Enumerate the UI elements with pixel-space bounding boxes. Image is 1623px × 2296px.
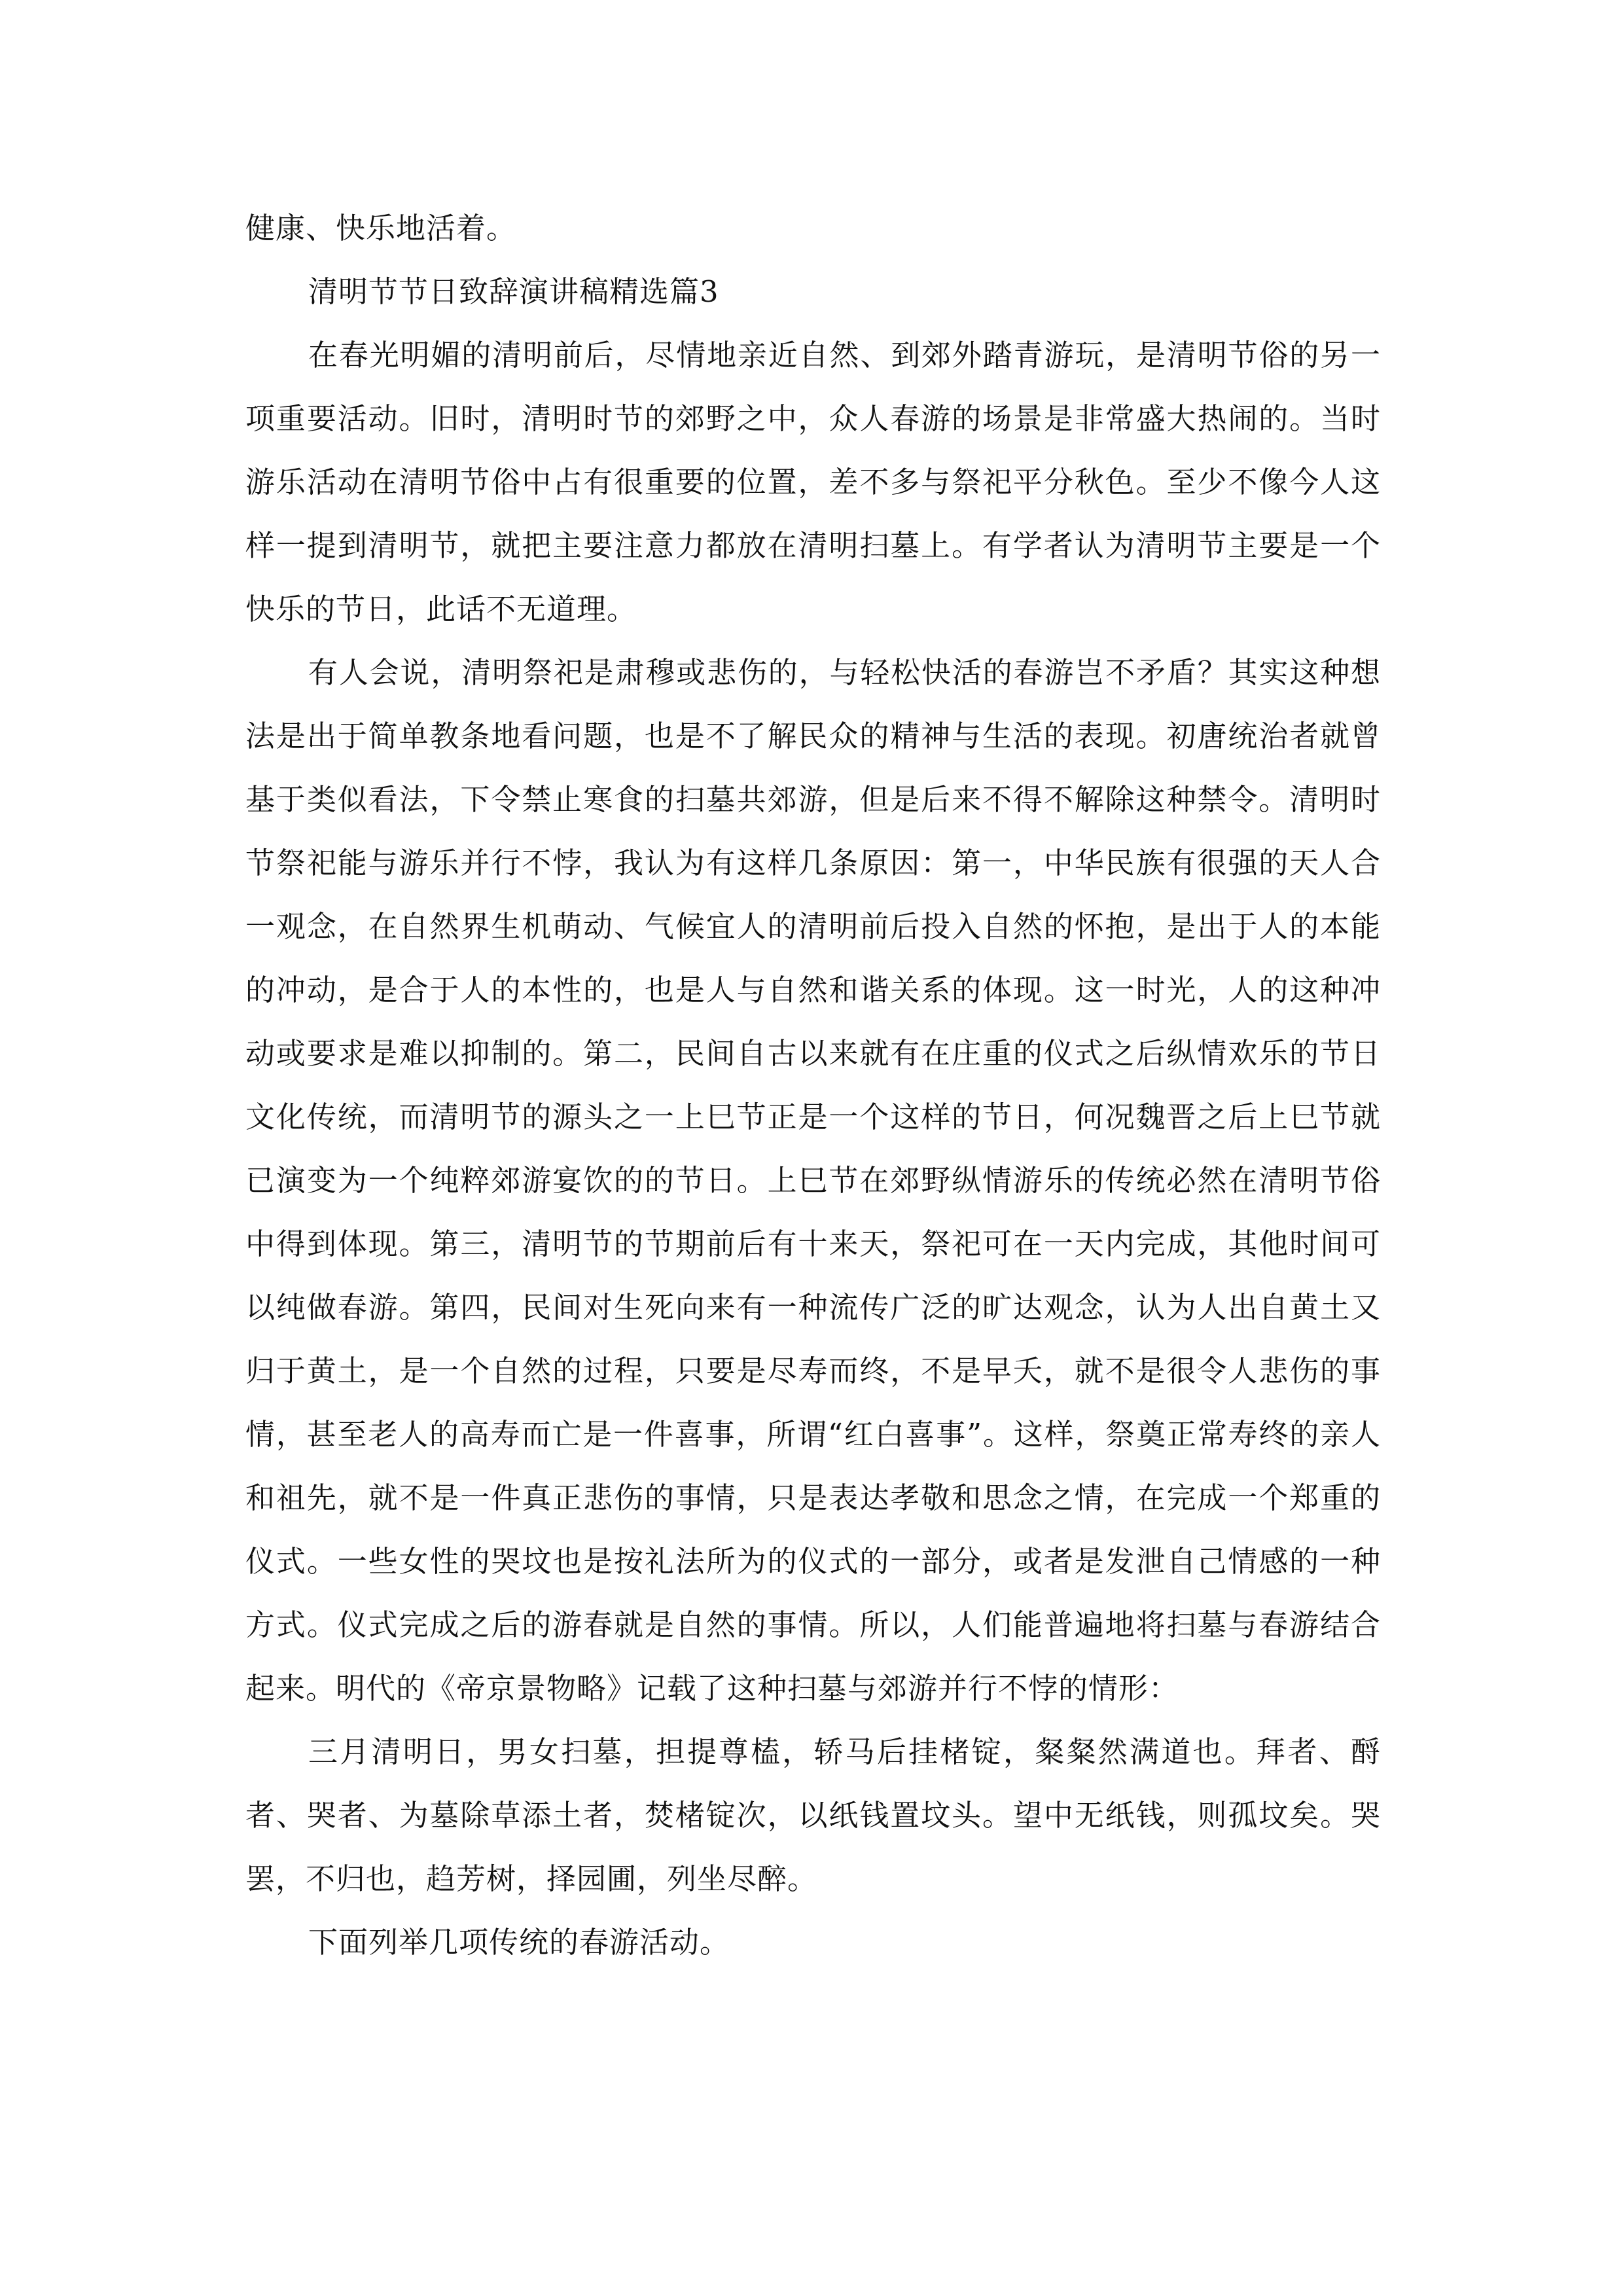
paragraph-list-intro: 下面列举几项传统的春游活动。 [308, 1925, 730, 1960]
document-body [245, 196, 1381, 1974]
paragraph-reasons: 有人会说，清明祭祀是肃穆或悲伤的，与轻松快活的春游岂不矛盾？其实这种想法是出于简单教条地看问题，也是不了解民众的精神与生活的表现。初唐统治者就曾基于类似看法，下令禁止寒食的扫墓共郊游，但是后来不得不解除这种禁令。清明时节祭祀能与游乐并行不悖，我认为有这样几条原因：第一，中华民族有很强的天人合一观念，在自然界生机萌动、气候宜人的清明前后投入自然的怀抱，是出于人的本能的冲动，是合于人的本性的，也是人与自然和谐关系的体现。这一时光，人的这种冲动或要求是难以抑制的。第二，民间自古以来就有在庄重的仪式之后纵情欢乐的节日文化传统，而清明节的源头之一上巳节正是一个这样的节日，何况魏晋之后上巳节就已演变为一个纯粹郊游宴饮的的节日。上巳节在郊野纵情游乐的传统必然在清明节俗中得到体现。第三，清明节的节期前后有十来天，祭祀可在一天内完成，其他时间可以纯做春游。第四，民间对生死向来有一种流传广泛的旷达观念，认为人出自黄土又归于黄土，是一个自然的过程，只要是尽寿而终，不是早夭，就不是很令人悲伤的事情，甚至老人的高寿而亡是一件喜事，所谓“红白喜事”。这样，祭奠正常寿终的亲人和祖先，就不是一件真正悲伤的事情，只是表达孝敬和思念之情，在完成一个郑重的仪式。一些女性的哭坟也是按礼法所为的仪式的一部分，或者是发泄自己情感的一种方式。仪式完成之后的游春就是自然的事情。所以，人们能普遍地将扫墓与春游结合起来。明代的《帝京景物略》记载了这种扫墓与郊游并行不悖的情形： [245, 655, 1381, 1706]
paragraph-closing-line: 健康、快乐地活着。 [245, 211, 517, 245]
section-heading: 清明节节日致辞演讲稿精选篇3 [308, 274, 719, 309]
paragraph-quotation: 三月清明日，男女扫墓，担提尊榼，轿马后挂楮锭，粲粲然满道也。拜者、酹者、哭者、为墓除草添土者，焚楮锭次，以纸钱置坟头。望中无纸钱，则孤坟矣。哭罢，不归也，趋芳树，择园圃，列坐尽醉。 [245, 1734, 1381, 1896]
paragraph-intro: 在春光明媚的清明前后，尽情地亲近自然、到郊外踏青游玩，是清明节俗的另一项重要活动。旧时，清明时节的郊野之中，众人春游的场景是非常盛大热闹的。当时游乐活动在清明节俗中占有很重要的位置，差不多与祭祀平分秋色。至少不像今人这样一提到清明节，就把主要注意力都放在清明扫墓上。有学者认为清明节主要是一个快乐的节日，此话不无道理。 [245, 338, 1381, 626]
